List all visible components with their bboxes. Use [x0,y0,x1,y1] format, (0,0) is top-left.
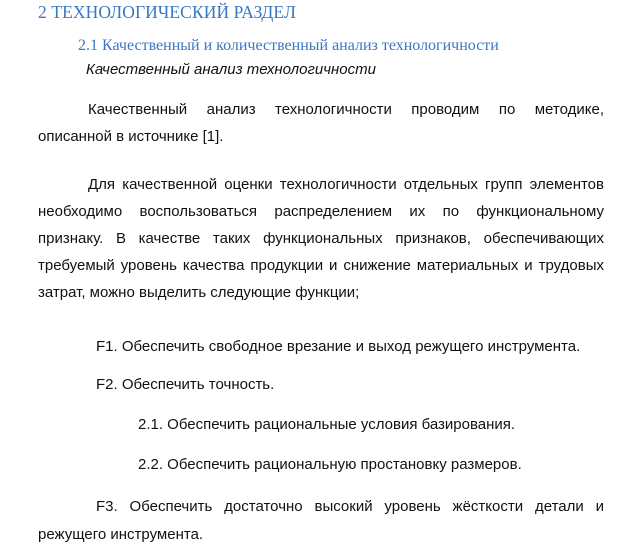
paragraph-functional-features: Для качественной оценки технологичности отдельных групп элементов необходимо воспользоваться распределением их по функциональному признаку. В качестве таких функциональных признаков, обеспечивающих требуемый уровень качества продукции и снижение материальных и трудовых затрат, можно выделить следующие функции; [38,176,604,301]
subsubsection-heading: Качественный анализ технологичности [86,61,376,78]
function-f3: F3. Обеспечить достаточно высокий уровень жёсткости детали и режущего инструмента. [38,498,604,543]
function-f2: F2. Обеспечить точность. [96,376,275,393]
subsection-heading: 2.1 Качественный и количественный анализ технологичности [78,37,499,54]
function-f2-sub-1: 2.1. Обеспечить рациональные условия базирования. [138,416,516,433]
paragraph-method: Качественный анализ технологичности проводим по методике, описанной в источнике [1]. [38,101,604,145]
function-f1: F1. Обеспечить свободное врезание и выход режущего инструмента. [96,338,581,355]
section-heading: 2 ТЕХНОЛОГИЧЕСКИЙ РАЗДЕЛ [38,2,296,22]
function-f2-sub-2: 2.2. Обеспечить рациональную простановку размеров. [138,456,522,473]
